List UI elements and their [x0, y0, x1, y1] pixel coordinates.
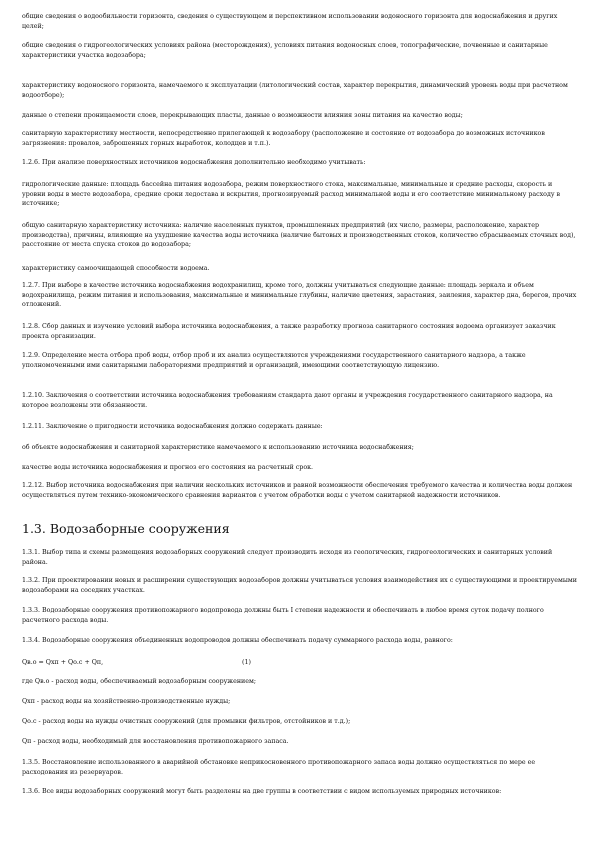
paragraph: 1.3.1. Выбор типа и схемы размещения водозаборных сооружений следует производить исходя из геологических, гидрогеологических и санитарных условий района. — [22, 549, 553, 566]
paragraph: 1.2.11. Заключение о пригодности источника водоснабжения должно содержать данные: — [22, 423, 323, 430]
paragraph: Qо.с - расход воды на нужды очистных сооружений (для промывки фильтров, отстойников и т.д.); — [22, 718, 351, 725]
paragraph: данные о степени проницаемости слоев, перекрывающих пласты, данные о возможности влияния зоны питания на качество воды; — [22, 112, 463, 119]
paragraph: 1.2.9. Определение места отбора проб воды, отбор проб и их анализ осуществляются учреждениями государственного санитарного надзора, а также уполномоченными ими санитарными лабораториями предприятий и организаций, имеющими соответствующую лицензию. — [22, 352, 526, 369]
formula-expression: Qв.о = Qхп + Qо.с + Qп, — [22, 659, 104, 666]
paragraph: 1.3.5. Восстановление использованного в аварийной обстановке неприкосновенного противопожарного запаса воды должно осуществляться по мере ее расходования из резервуаров. — [22, 759, 536, 776]
paragraph: где Qв.о - расход воды, обеспечиваемый водозаборным сооружением; — [22, 678, 256, 685]
paragraph: 1.2.10. Заключения о соответствии источника водоснабжения требованиям стандарта дают органы и учреждения государственного санитарного надзора, на которое возложены эти обязанности. — [22, 392, 553, 409]
paragraph: характеристику водоносного горизонта, намечаемого к эксплуатации (литологический состав, характер перекрытия, динамический уровень воды при расчетном водоотборе); — [22, 82, 568, 99]
paragraph: 1.2.8. Сбор данных и изучение условий выбора источника водоснабжения, а также разработку прогноза санитарного состояния водоема организует заказчик проекта организации. — [22, 323, 556, 340]
paragraph: об объекте водоснабжения и санитарной характеристике намечаемого к использованию источника водоснабжения; — [22, 444, 414, 451]
paragraph: 1.3.4. Водозаборные сооружения объединенных водопроводов должны обеспечивать подачу суммарного расхода воды, равного: — [22, 637, 453, 644]
formula-line — [22, 658, 577, 668]
paragraph: 1.2.6. При анализе поверхностных источников водоснабжения дополнительно необходимо учитывать: — [22, 159, 366, 166]
paragraph: качестве воды источника водоснабжения и прогноз его состояния на расчетный срок. — [22, 464, 314, 471]
paragraph: Qп - расход воды, необходимый для восстановления противопожарного запаса. — [22, 738, 289, 745]
paragraph: 1.3.2. При проектировании новых и расширении существующих водозаборов должны учитываться условия взаимодействия их с существующими и проектируемыми водозаборами на соседних участках. — [22, 577, 577, 594]
section-heading: 1.3. Водозаборные сооружения — [22, 521, 230, 536]
paragraph: 1.2.7. При выборе в качестве источника водоснабжения водохранилищ, кроме того, должны учитываться следующие данные: площадь зеркала и объем водохранилища, режим питания и использования, максимальные и минимальные глубины, наличие цветения, зарастания, заиления, характер дна, берегов, прочих отложений. — [22, 282, 577, 309]
formula-number: (1) — [242, 659, 251, 666]
paragraph: санитарную характеристику местности, непосредственно прилегающей к водозабору (расположение и состояние от водозабора до возможных источников загрязнения: провалов, заброшенных горных выработок, колодцев и т.п.). — [22, 130, 545, 147]
paragraph: 1.3.6. Все виды водозаборных сооружений могут быть разделены на две группы в соответствии с видом используемых природных источников: — [22, 788, 502, 795]
paragraph: 1.3.3. Водозаборные сооружения противопожарного водопровода должны быть I степени надежности и обеспечивать в любое время суток подачу полного расчетного расхода воды. — [22, 607, 544, 624]
paragraph: характеристику самоочищающей способности водоема. — [22, 265, 210, 272]
paragraph: общие сведения о водообильности горизонта, сведения о существующем и перспективном использовании водоносного горизонта для водоснабжения и других целей; — [22, 13, 558, 30]
paragraph: гидрологические данные: площадь бассейна питания водозабора, режим поверхностного стока, максимальные, минимальные и средние расходы, скорость и уровни воды в месте водозабора, средние сроки ледостава и вскрытия, прогнозируемый расход минимальной воды и его соответствие минимальному расходу в источнике; — [22, 181, 561, 208]
paragraph: общие сведения о гидрогеологических условиях района (месторождения), условиях питания водоносных слоев, топографические, почвенные и санитарные характеристики участка водозабора; — [22, 42, 548, 59]
paragraph: общую санитарную характеристику источника: наличие населенных пунктов, промышленных предприятий (их число, размеры, расположение, характер производства), причины, влияющие на ухудшение качества воды источника (наличие бытовых и производственных стоков, количество сбрасываемых сточных вод), расстояние от места спуска стоков до водозабора; — [22, 222, 576, 249]
paragraph: 1.2.12. Выбор источника водоснабжения при наличии нескольких источников и равной возможности обеспечения требуемого качества и количества воды должен осуществляться путем технико-экономического сравнения вариантов с учетом обработки воды с учетом санитарной надежности источников. — [22, 482, 573, 499]
paragraph: Qхп - расход воды на хозяйственно-производственные нужды; — [22, 698, 231, 705]
